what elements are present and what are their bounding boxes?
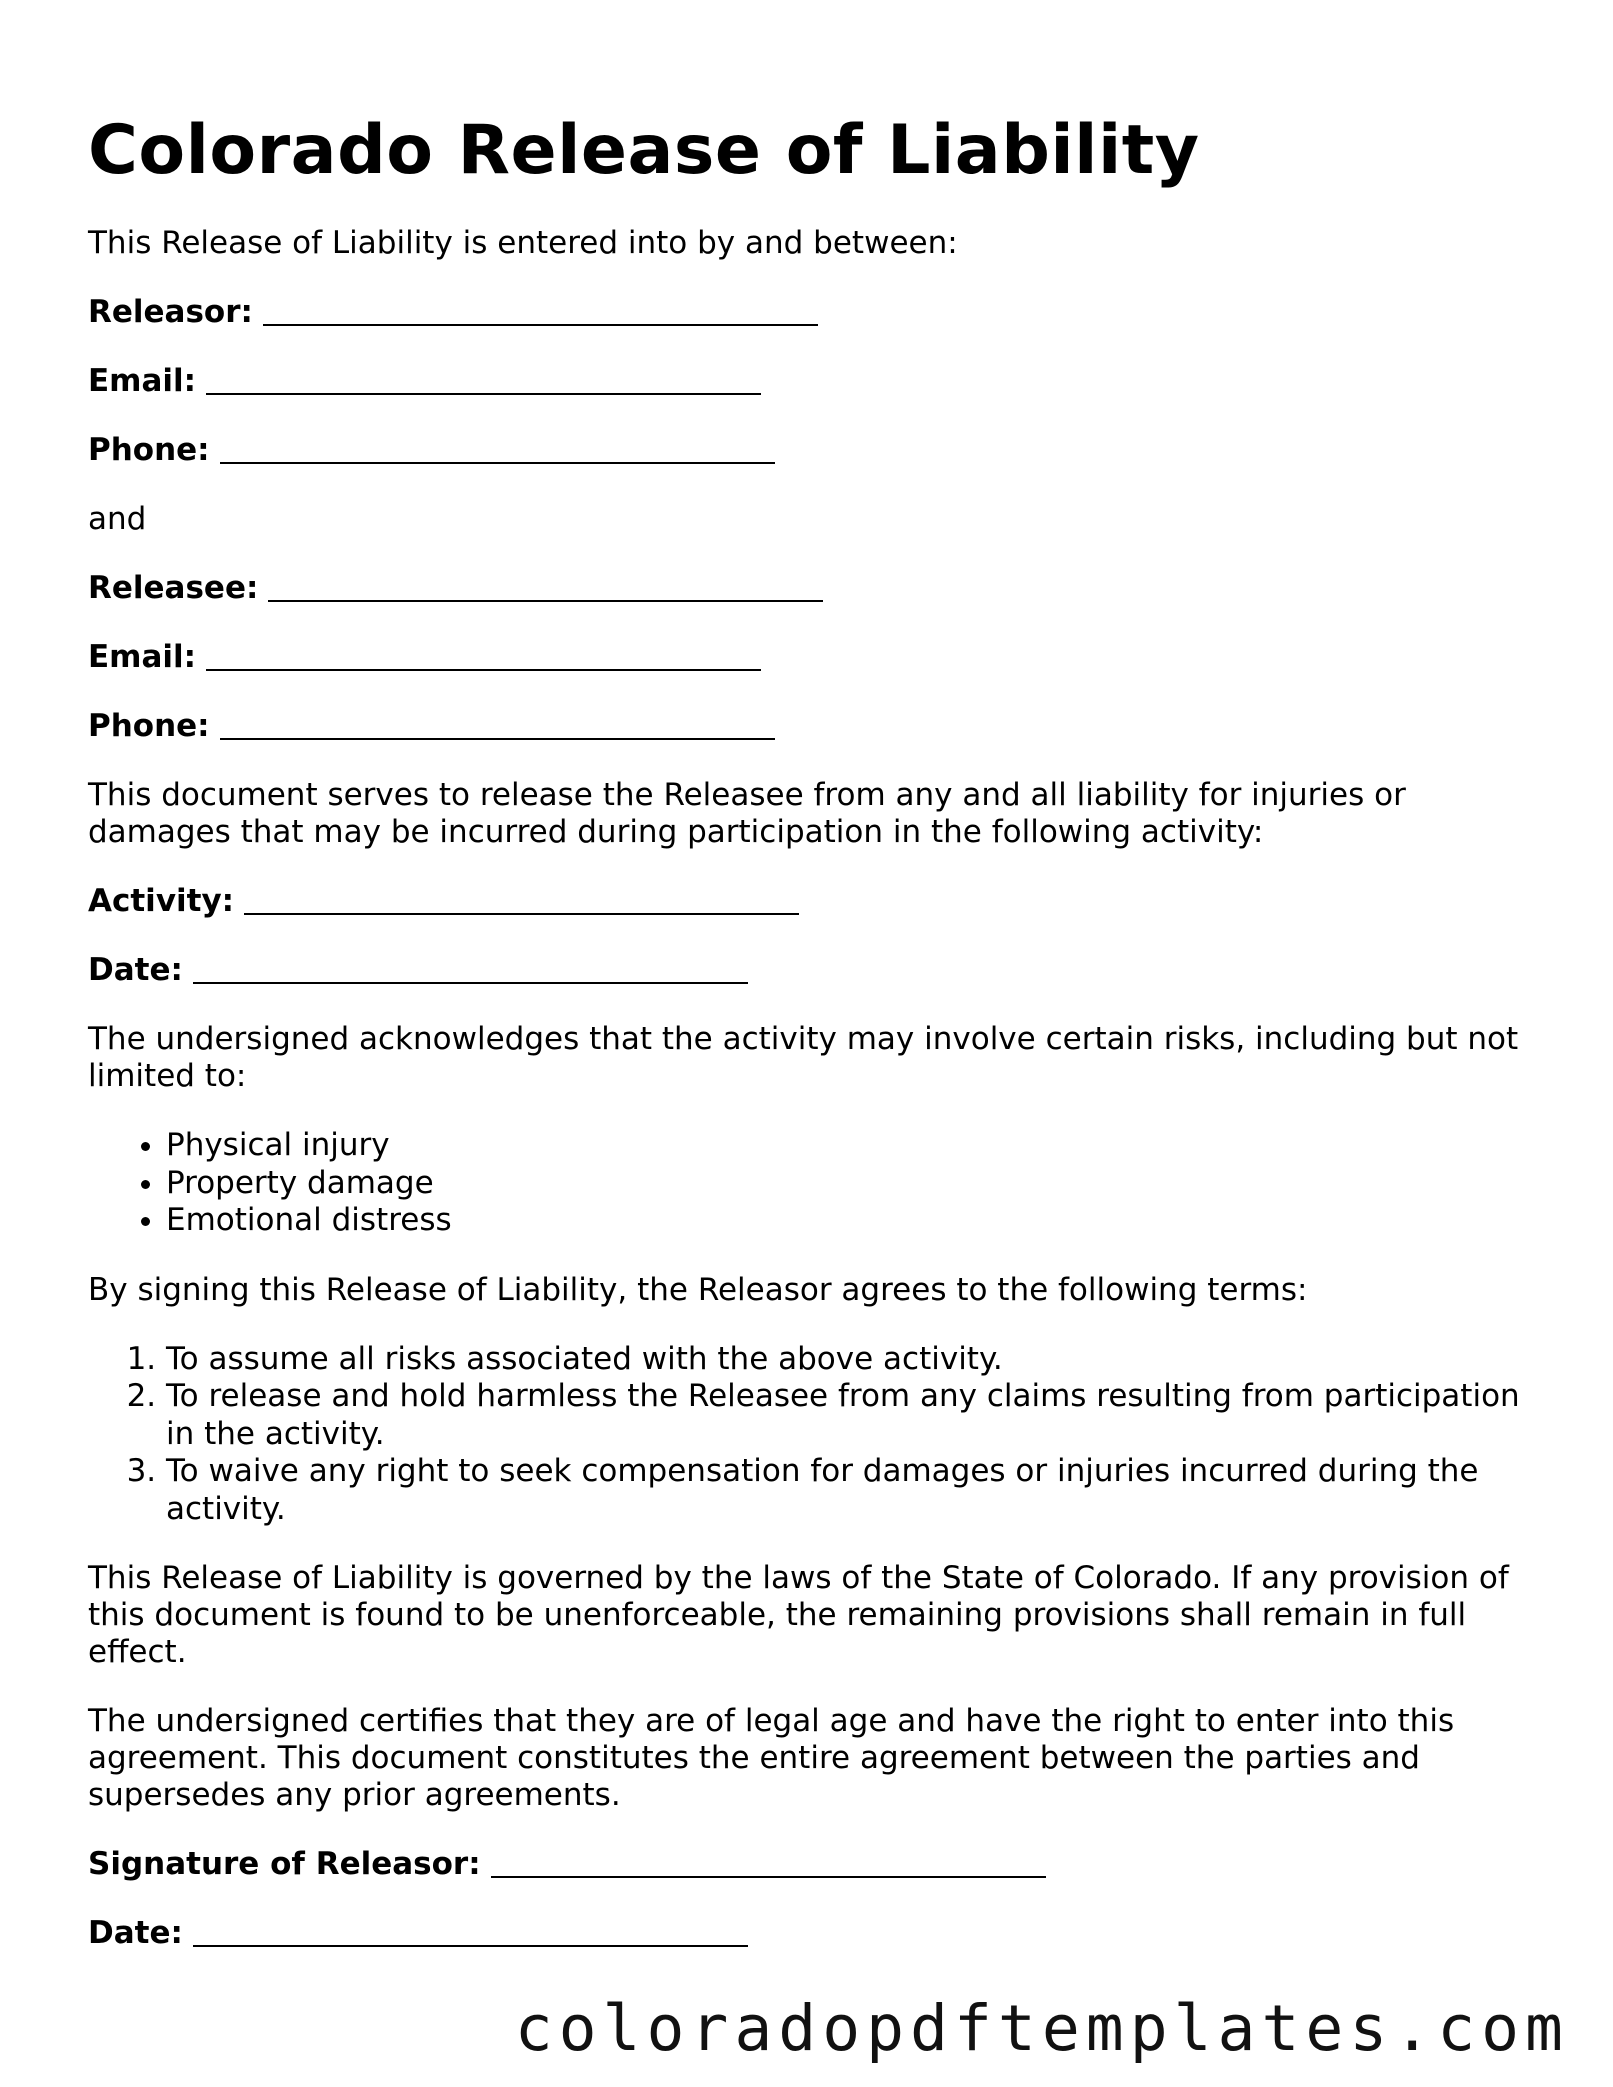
list-item: 2. To release and hold harmless the Releasee from any claims resulting from participation in the activity. (166, 1378, 1528, 1453)
list-item: • Emotional distress (166, 1202, 1528, 1240)
releasor-email-field (88, 363, 1528, 400)
releasor-phone-field (88, 432, 1528, 469)
activity-label: Activity: (88, 883, 235, 919)
activity-date-field (88, 952, 1528, 989)
list-item: • Property damage (166, 1165, 1528, 1203)
signature-date-field (88, 1915, 1528, 1952)
signature-label: Signature of Releasor: (88, 1846, 481, 1882)
activity-date-blank-line[interactable] (193, 982, 748, 984)
activity-blank-line[interactable] (244, 913, 799, 915)
document-page (88, 112, 1528, 1952)
releasee-blank-line[interactable] (268, 600, 823, 602)
signature-date-blank-line[interactable] (193, 1945, 748, 1947)
activity-date-label: Date: (88, 952, 183, 988)
activity-field (88, 883, 1528, 920)
certification-paragraph: The undersigned certifies that they are of legal age and have the right to enter into this agreement. This document constitutes the entire agreement between the parties and supersedes any prior agreements. (88, 1703, 1455, 1813)
list-item: 3. To waive any right to seek compensation for damages or injuries incurred during the activity. (166, 1453, 1528, 1528)
releasee-phone-blank-line[interactable] (220, 738, 775, 740)
releasee-email-label: Email: (88, 639, 197, 675)
releasor-email-blank-line[interactable] (206, 393, 761, 395)
terms-list (88, 1341, 1528, 1529)
releasor-label: Releasor: (88, 294, 253, 330)
releasee-email-blank-line[interactable] (206, 669, 761, 671)
releasee-label: Releasee: (88, 570, 259, 606)
releasor-blank-line[interactable] (263, 324, 818, 326)
list-item: • Physical injury (166, 1127, 1528, 1165)
risks-intro-paragraph: The undersigned acknowledges that the activity may involve certain risks, including but not limited to: (88, 1021, 1519, 1094)
list-item: 1. To assume all risks associated with the above activity. (166, 1341, 1528, 1379)
document-title: Colorado Release of Liability (88, 111, 1200, 190)
purpose-paragraph: This document serves to release the Releasee from any and all liability for injuries or damages that may be incurred during participation in the following activity: (88, 777, 1406, 850)
releasee-field (88, 570, 1528, 607)
releasee-email-field (88, 639, 1528, 676)
risks-list (88, 1127, 1528, 1240)
site-watermark: coloradopdftemplates.com (514, 1992, 1569, 2065)
and-text: and (88, 501, 147, 537)
terms-intro-paragraph: By signing this Release of Liability, the Releasor agrees to the following terms: (88, 1271, 1308, 1308)
signature-date-label: Date: (88, 1915, 183, 1951)
releasor-phone-blank-line[interactable] (220, 462, 775, 464)
releasee-phone-field (88, 708, 1528, 745)
intro-text: This Release of Liability is entered into by and between: (88, 225, 958, 261)
signature-field (88, 1846, 1528, 1883)
signature-blank-line[interactable] (491, 1876, 1046, 1878)
releasee-phone-label: Phone: (88, 708, 210, 744)
releasor-field (88, 294, 1528, 331)
governing-law-paragraph: This Release of Liability is governed by the laws of the State of Colorado. If any provision of this document is found to be unenforceable, the remaining provisions shall remain in full effect. (88, 1560, 1509, 1670)
releasor-email-label: Email: (88, 363, 197, 399)
releasor-phone-label: Phone: (88, 432, 210, 468)
